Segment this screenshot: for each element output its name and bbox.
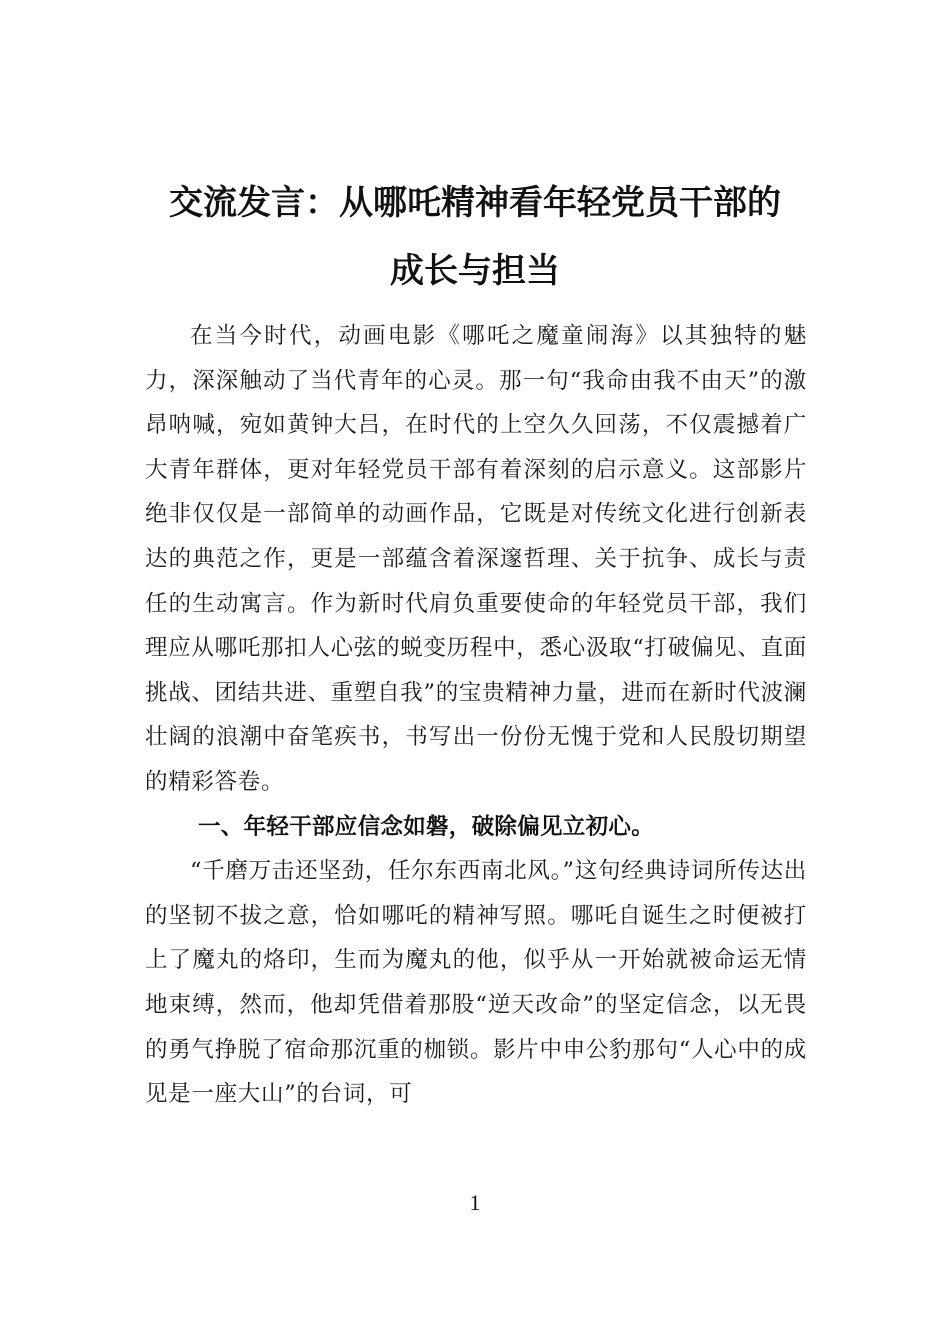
intro-paragraph: 在当今时代，动画电影《哪吒之魔童闹海》以其独特的魅力，深深触动了当代青年的心灵。那一句“我命由我不由天”的激昂呐喊，宛如黄钟大吕，在时代的上空久久回荡，不仅震撼着广大青年群体，更对年轻党员干部有着深刻的启示意义。这部影片绝非仅仅是一部简单的动画作品，它既是对传统文化进行创新表达的典范之作，更是一部蕴含着深邃哲理、关于抗争、成长与责任的生动寓言。作为新时代肩负重要使命的年轻党员干部，我们理应从哪吒那扣人心弦的蜕变历程中，悉心汲取“打破偏见、直面挑战、团结共进、重塑自我”的宝贵精神力量，进而在新时代波澜壮阔的浪潮中奋笔疾书，书写出一份份无愧于党和人民殷切期望的精彩答卷。 — [145, 323, 807, 795]
page-number: 1 — [469, 1190, 481, 1215]
document-title-line-2: 成长与担当 — [390, 251, 560, 291]
document-title-line-1: 交流发言：从哪吒精神看年轻党员干部的 — [169, 183, 781, 223]
document-body — [145, 314, 807, 1117]
section-1-paragraph: “千磨万击还坚劲，任尔东西南北风。”这句经典诗词所传达出的坚韧不拔之意，恰如哪吒的精神写照。哪吒自诞生之时便被打上了魔丸的烙印，生而为魔丸的他，似乎从一开始就被命运无情地束缚，然而，他却凭借着那股“逆天改命”的坚定信念，以无畏的勇气挣脱了宿命那沉重的枷锁。影片中申公豹那句“人心中的成见是一座大山”的台词，可 — [145, 858, 807, 1108]
section-heading-1: 一、年轻干部应信念如磐，破除偏见立初心。 — [198, 813, 655, 840]
